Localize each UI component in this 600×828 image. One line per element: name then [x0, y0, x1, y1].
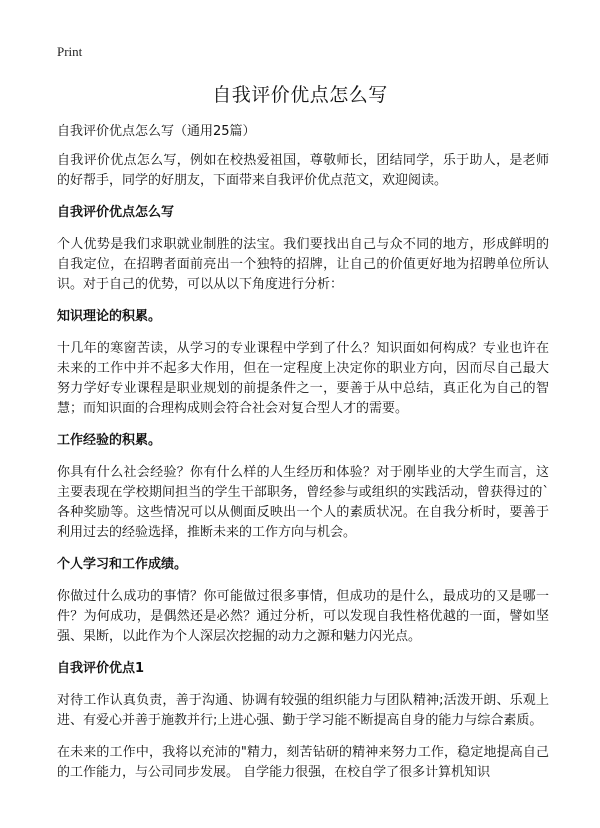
paragraph: 个人优势是我们求职就业制胜的法宝。我们要找出自己与众不同的地方，形成鲜明的自我定位，在招聘者面前亮出一个独特的招牌，让自己的价值更好地为招聘单位所认识。对于自己的优势，可以从以下角度进行分析： — [57, 237, 549, 292]
document-subtitle: 自我评价优点怎么写（通用25篇） — [57, 124, 256, 139]
document-title: 自我评价优点怎么写 — [212, 84, 388, 106]
section-heading: 自我评价优点1 — [57, 661, 145, 676]
section-heading: 自我评价优点怎么写 — [57, 205, 175, 220]
document-body — [57, 122, 549, 795]
print-link[interactable]: Print — [57, 44, 83, 59]
section-heading: 知识理论的积累。 — [57, 309, 162, 324]
paragraph: 你具有什么社会经验？你有什么样的人生经历和体验？对于刚毕业的大学生而言，这主要表现在学校期间担当的学生干部职务，曾经参与或组织的实践活动，曾获得过的`各种奖励等。这些情况可以从侧面反映出一个人的素质状况。在自我分析时，要善于利用过去的经验选择，推断未来的工作方向与机会。 — [57, 465, 549, 540]
section-heading: 个人学习和工作成绩。 — [57, 557, 188, 572]
section-heading: 工作经验的积累。 — [57, 433, 162, 448]
paragraph: 在未来的工作中，我将以充沛的"精力，刻苦钻研的精神来努力工作，稳定地提高自己的工作能力，与公司同步发展。 自学能力很强，在校自学了很多计算机知识 — [57, 745, 549, 780]
paragraph: 十几年的寒窗苦读，从学习的专业课程中学到了什么？知识面如何构成？专业也许在未来的工作中并不起多大作用，但在一定程度上决定你的职业方向，因而尽自己最大努力学好专业课程是职业规划的前提条件之一，要善于从中总结，真正化为自己的智慧；而知识面的合理构成则会符合社会对复合型人才的需要。 — [57, 341, 549, 416]
paragraph: 对待工作认真负责，善于沟通、协调有较强的组织能力与团队精神;活泼开朗、乐观上进、有爱心并善于施教并行;上进心强、勤于学习能不断提高自身的能力与综合素质。 — [57, 693, 549, 728]
paragraph: 你做过什么成功的事情？你可能做过很多事情，但成功的是什么，最成功的又是哪一件？为何成功，是偶然还是必然？通过分析，可以发现自我性格优越的一面，譬如坚强、果断，以此作为个人深层次挖掘的动力之源和魅力闪光点。 — [57, 589, 549, 644]
intro-paragraph: 自我评价优点怎么写，例如在校热爱祖国，尊敬师长，团结同学，乐于助人，是老师的好帮手，同学的好朋友，下面带来自我评价优点范文，欢迎阅读。 — [57, 153, 549, 188]
